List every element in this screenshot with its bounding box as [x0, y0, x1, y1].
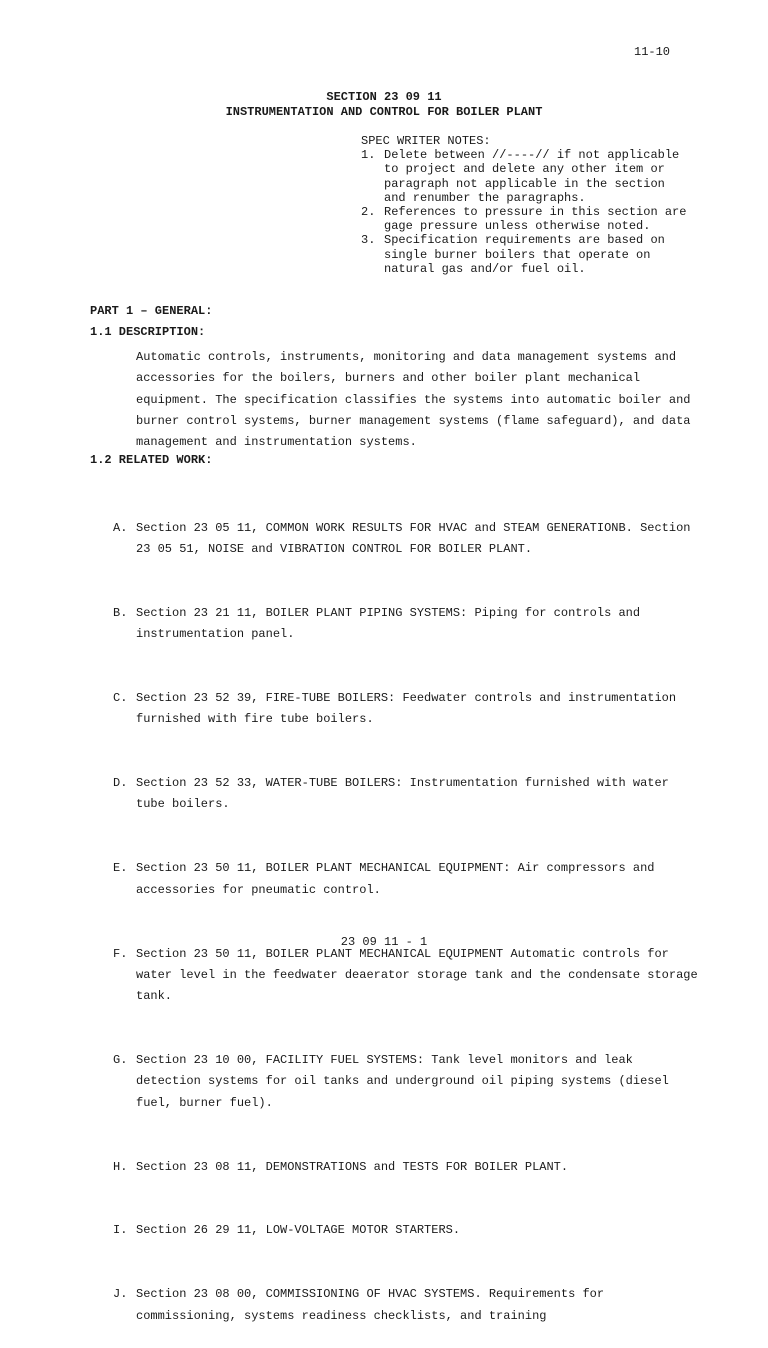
item-letter: D.: [113, 776, 128, 791]
list-item: [113, 1284, 703, 1327]
spec-note-number: 3.: [361, 233, 376, 248]
page-number: 11-10: [634, 45, 671, 59]
item-letter: A.: [113, 520, 128, 535]
spec-writer-notes: [361, 134, 691, 276]
list-item: [113, 518, 703, 561]
item-letter: C.: [113, 690, 128, 705]
related-work-heading: 1.2 RELATED WORK:: [90, 453, 213, 467]
description-heading: 1.1 DESCRIPTION:: [90, 325, 206, 339]
description-body: Automatic controls, instruments, monitoring and data management systems and accessories for the boilers, burners and other boiler plant mechanical equipment. The specification classifies the systems into automatic boiler and burner control systems, burner management systems (flame safeguard), and data management and instrumentation systems.: [136, 350, 691, 450]
item-text: Section 23 50 11, BOILER PLANT MECHANICAL EQUIPMENT Automatic controls for water level in the feedwater deaerator storage tank and the condensate storage tank.: [136, 946, 698, 1004]
item-letter: H.: [113, 1159, 128, 1174]
spec-note-number: 2.: [361, 205, 376, 220]
list-item: [113, 1050, 703, 1114]
page-footer: 23 09 11 - 1: [340, 935, 428, 949]
item-text: Section 23 05 11, COMMON WORK RESULTS FOR HVAC and STEAM GENERATIONB. Section 23 05 51, NOISE and VIBRATION CONTROL FOR BOILER PLANT.: [136, 520, 691, 556]
list-item: [113, 688, 703, 731]
list-item: [113, 1157, 703, 1178]
spec-notes-heading: SPEC WRITER NOTES:: [361, 134, 491, 148]
spec-note-number: 1.: [361, 148, 376, 163]
item-letter: E.: [113, 861, 128, 876]
item-text: Section 23 08 11, DEMONSTRATIONS and TESTS FOR BOILER PLANT.: [136, 1159, 569, 1174]
part-heading: PART 1 – GENERAL:: [90, 304, 213, 318]
related-work-list: [113, 475, 703, 1348]
spec-note: [361, 233, 691, 276]
item-text: Section 23 52 39, FIRE-TUBE BOILERS: Feedwater controls and instrumentation furnished with fire tube boilers.: [136, 690, 677, 727]
spec-note-text: References to pressure in this section are gage pressure unless otherwise noted.: [384, 205, 687, 234]
list-item: [113, 773, 703, 816]
list-item: [113, 858, 703, 901]
item-letter: J.: [113, 1287, 128, 1302]
item-text: Section 23 21 11, BOILER PLANT PIPING SYSTEMS: Piping for controls and instrumentation panel.: [136, 605, 641, 642]
section-number: SECTION 23 09 11: [326, 90, 442, 104]
item-text: Section 23 50 11, BOILER PLANT MECHANICAL EQUIPMENT: Air compressors and accessories for pneumatic control.: [136, 861, 655, 897]
list-item: [113, 944, 703, 1008]
spec-note: [361, 148, 691, 205]
list-item: [113, 1220, 703, 1241]
item-text: Section 23 10 00, FACILITY FUEL SYSTEMS: Tank level monitors and leak detection systems for oil tanks and underground oil piping systems (diesel fuel, burner fuel).: [136, 1053, 669, 1110]
item-letter: F.: [113, 946, 128, 961]
spec-note-text: Specification requirements are based on single burner boilers that operate on natural gas and/or fuel oil.: [384, 233, 665, 276]
item-letter: G.: [113, 1053, 128, 1068]
spec-note-text: Delete between //----// if not applicable to project and delete any other item or paragraph not applicable in the section and renumber the paragraphs.: [384, 148, 680, 205]
item-letter: I.: [113, 1223, 128, 1238]
section-title: INSTRUMENTATION AND CONTROL FOR BOILER PLANT: [225, 105, 543, 119]
list-item: [113, 603, 703, 646]
section-heading: [0, 90, 768, 120]
item-letter: B.: [113, 605, 128, 620]
item-text: Section 23 52 33, WATER-TUBE BOILERS: Instrumentation furnished with water tube boilers.: [136, 776, 669, 812]
item-text: Section 26 29 11, LOW-VOLTAGE MOTOR STARTERS.: [136, 1223, 461, 1238]
item-text: Section 23 08 00, COMMISSIONING OF HVAC SYSTEMS. Requirements for commissioning, systems readiness checklists, and training: [136, 1287, 605, 1323]
spec-note: [361, 205, 691, 233]
